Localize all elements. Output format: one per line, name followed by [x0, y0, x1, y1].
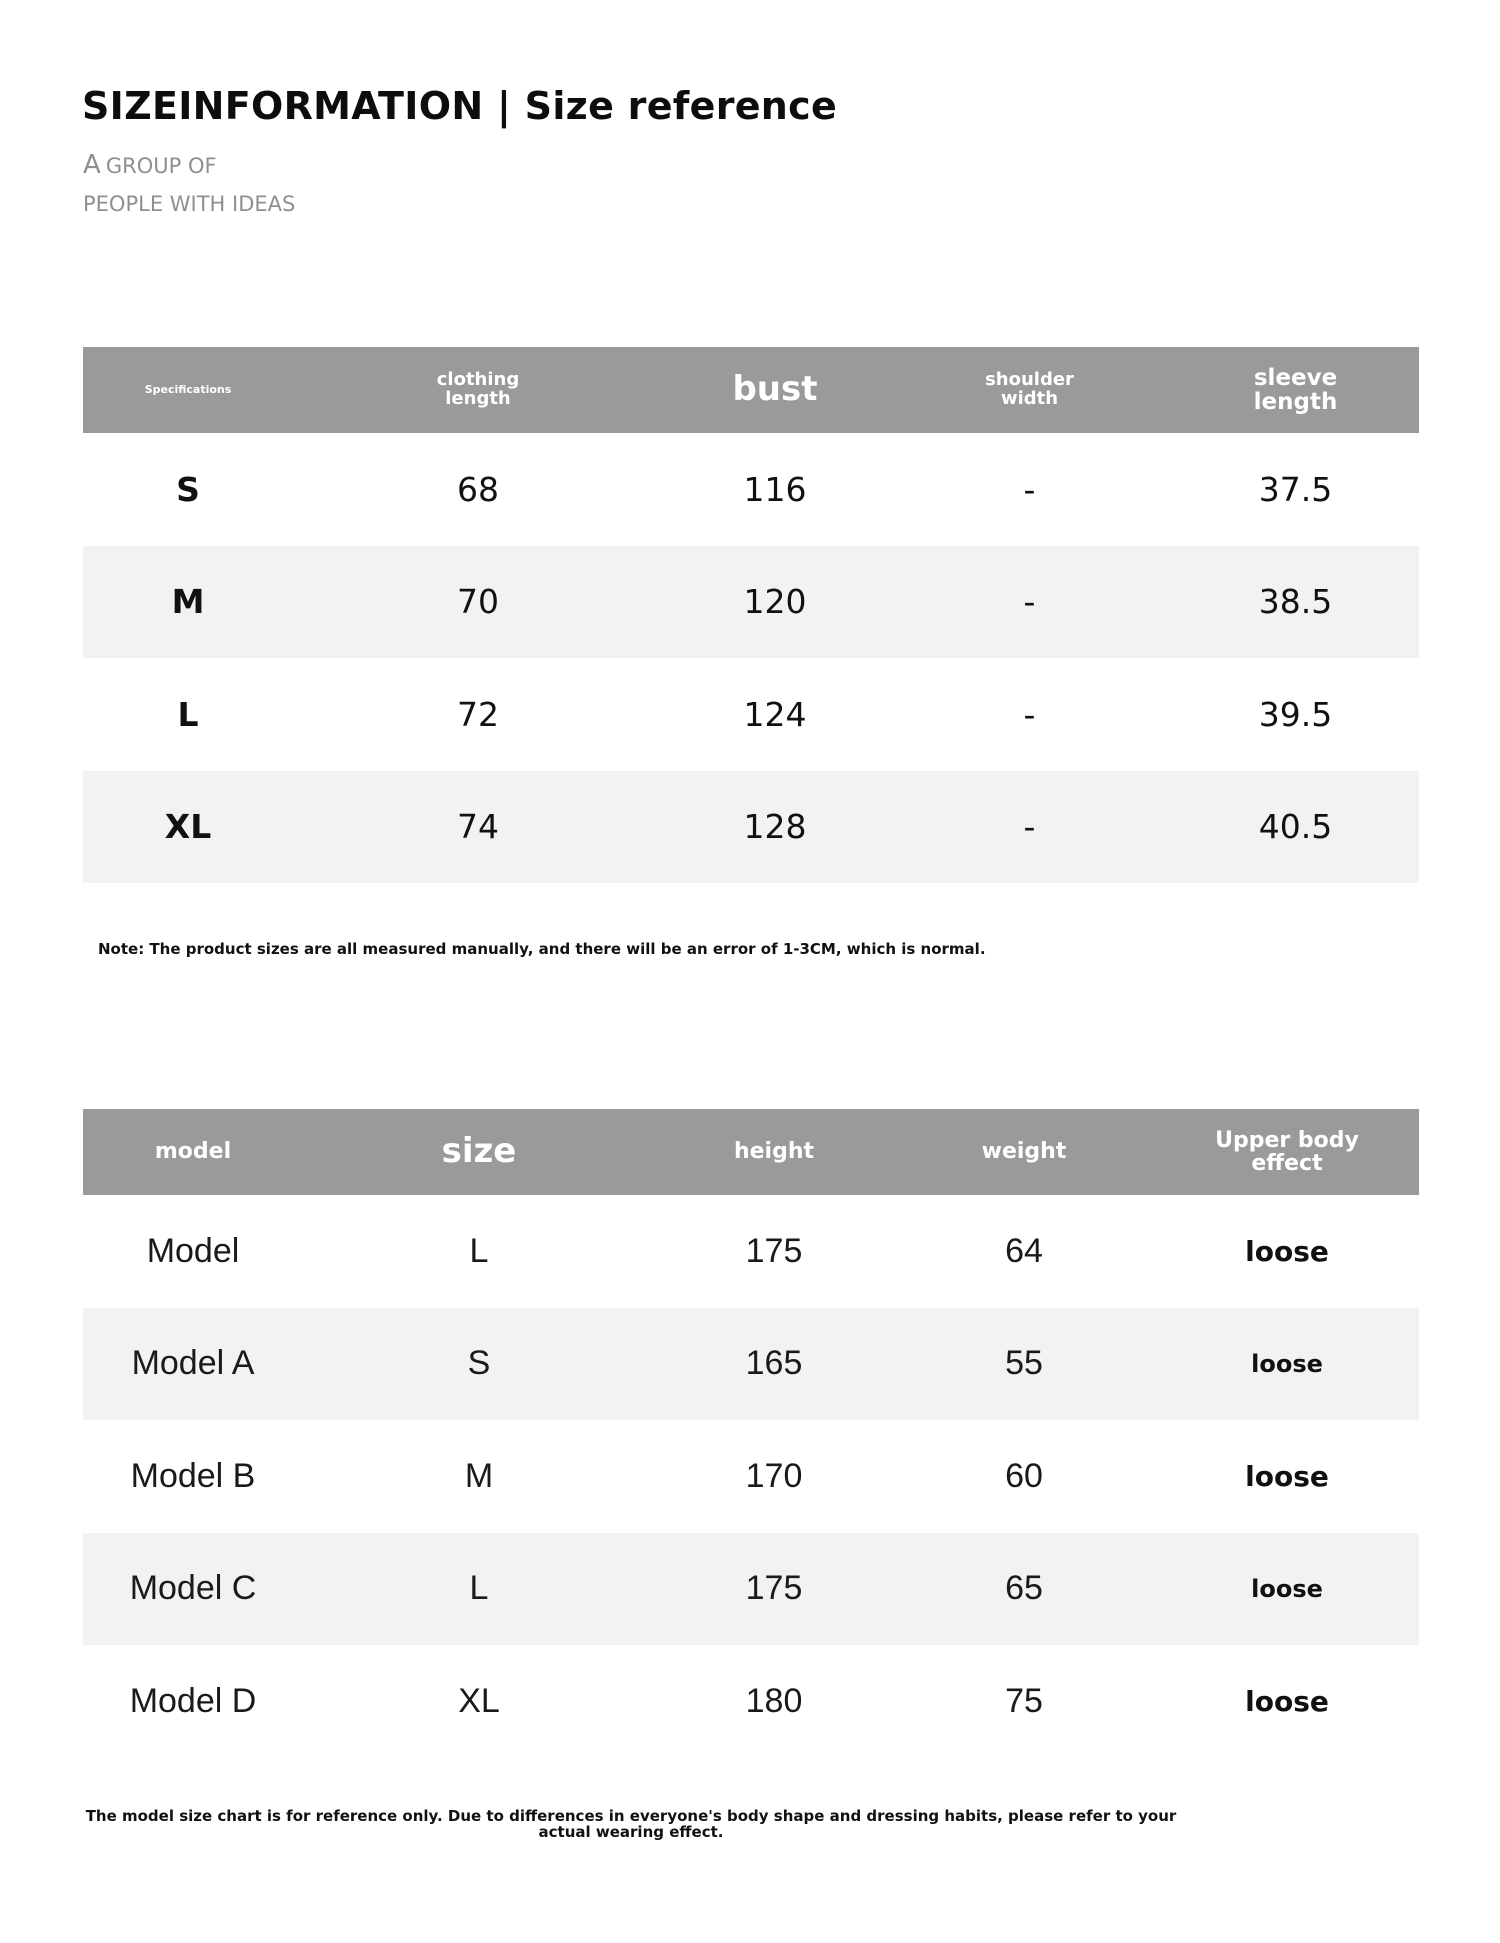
shoulder-width-cell: - — [1023, 582, 1036, 622]
shoulder-width-cell: - — [1023, 469, 1036, 509]
header-shoulder-width — [887, 347, 1172, 433]
bust-cell: 124 — [743, 694, 807, 734]
header-height: height — [733, 1139, 815, 1165]
table-row — [83, 433, 1419, 546]
measurement-note: Note: The product sizes are all measured manually, and there will be an error of 1-3CM, which is normal. — [98, 940, 986, 958]
size-cell: M — [171, 582, 205, 622]
clothing-length-cell: 74 — [457, 807, 499, 847]
model-weight-cell: 55 — [1005, 1344, 1043, 1383]
model-size-cell: M — [464, 1456, 494, 1495]
table-row — [83, 1420, 1419, 1533]
sleeve-length-cell: 38.5 — [1258, 582, 1333, 622]
model-name-cell: Model C — [129, 1569, 257, 1608]
header-clothing-length-text: clothing length — [436, 369, 520, 409]
header-upper-body-effect — [1155, 1109, 1419, 1195]
table-row — [83, 658, 1419, 771]
shoulder-width-cell: - — [1023, 694, 1036, 734]
table-row — [83, 1195, 1419, 1308]
model-size-footnote: The model size chart is for reference only. Due to differences in everyone's body shape and dressing habits, please refer to your actual wearing effect. — [85, 1807, 1177, 1841]
page-title: SIZEINFORMATION | Size reference — [82, 84, 838, 128]
model-size-cell: XL — [458, 1681, 500, 1720]
size-table-header — [83, 347, 1419, 433]
model-name-cell: Model A — [131, 1344, 255, 1383]
model-weight-cell: 60 — [1005, 1456, 1043, 1495]
model-name-cell: Model D — [129, 1681, 257, 1720]
subtitle-line-2: PEOPLE WITH IDEAS — [83, 192, 296, 216]
model-weight-cell: 75 — [1005, 1681, 1043, 1720]
model-weight-cell: 65 — [1005, 1569, 1043, 1608]
model-table-header — [83, 1109, 1419, 1195]
header-specifications: Specifications — [144, 383, 232, 397]
model-height-cell: 175 — [745, 1569, 803, 1608]
header-sleeve-length — [1172, 347, 1419, 433]
model-size-cell: L — [469, 1569, 489, 1608]
bust-cell: 128 — [743, 807, 807, 847]
header-model: model — [154, 1139, 232, 1165]
bust-cell: 120 — [743, 582, 807, 622]
model-table — [83, 1109, 1419, 1758]
clothing-length-cell: 72 — [457, 694, 499, 734]
upper-body-effect-cell: loose — [1245, 1234, 1329, 1268]
header-upper-body-effect-text: Upper body effect — [1215, 1127, 1359, 1176]
model-height-cell: 180 — [745, 1681, 803, 1720]
size-table — [83, 347, 1419, 883]
table-row — [83, 1533, 1419, 1646]
header-bust: bust — [732, 369, 818, 410]
size-cell: XL — [164, 807, 212, 847]
table-row — [83, 771, 1419, 884]
sleeve-length-cell: 39.5 — [1258, 694, 1333, 734]
size-cell: L — [177, 694, 199, 734]
bust-cell: 116 — [743, 469, 807, 509]
header-size: size — [441, 1131, 517, 1172]
subtitle-initial: A — [83, 150, 101, 180]
upper-body-effect-cell: loose — [1245, 1459, 1329, 1493]
model-size-cell: L — [469, 1231, 489, 1270]
subtitle-rest: GROUP OF — [105, 154, 217, 178]
model-size-cell: S — [467, 1344, 491, 1383]
header-sleeve-length-text: sleeve length — [1253, 364, 1338, 415]
header-clothing-length — [293, 347, 663, 433]
shoulder-width-cell: - — [1023, 807, 1036, 847]
header-weight: weight — [981, 1139, 1067, 1165]
clothing-length-cell: 68 — [457, 469, 499, 509]
header-shoulder-width-text: shoulder width — [985, 369, 1074, 409]
upper-body-effect-cell: loose — [1251, 1349, 1323, 1378]
clothing-length-cell: 70 — [457, 582, 499, 622]
size-cell: S — [176, 469, 200, 509]
upper-body-effect-cell: loose — [1251, 1574, 1323, 1603]
model-height-cell: 170 — [745, 1456, 803, 1495]
subtitle-line-1 — [83, 150, 217, 180]
model-weight-cell: 64 — [1005, 1231, 1043, 1270]
model-height-cell: 165 — [745, 1344, 803, 1383]
sleeve-length-cell: 37.5 — [1258, 469, 1333, 509]
model-height-cell: 175 — [745, 1231, 803, 1270]
model-name-cell: Model — [146, 1231, 240, 1270]
upper-body-effect-cell: loose — [1245, 1684, 1329, 1718]
table-row — [83, 546, 1419, 659]
model-name-cell: Model B — [130, 1456, 256, 1495]
table-row — [83, 1645, 1419, 1758]
sleeve-length-cell: 40.5 — [1258, 807, 1333, 847]
table-row — [83, 1308, 1419, 1421]
